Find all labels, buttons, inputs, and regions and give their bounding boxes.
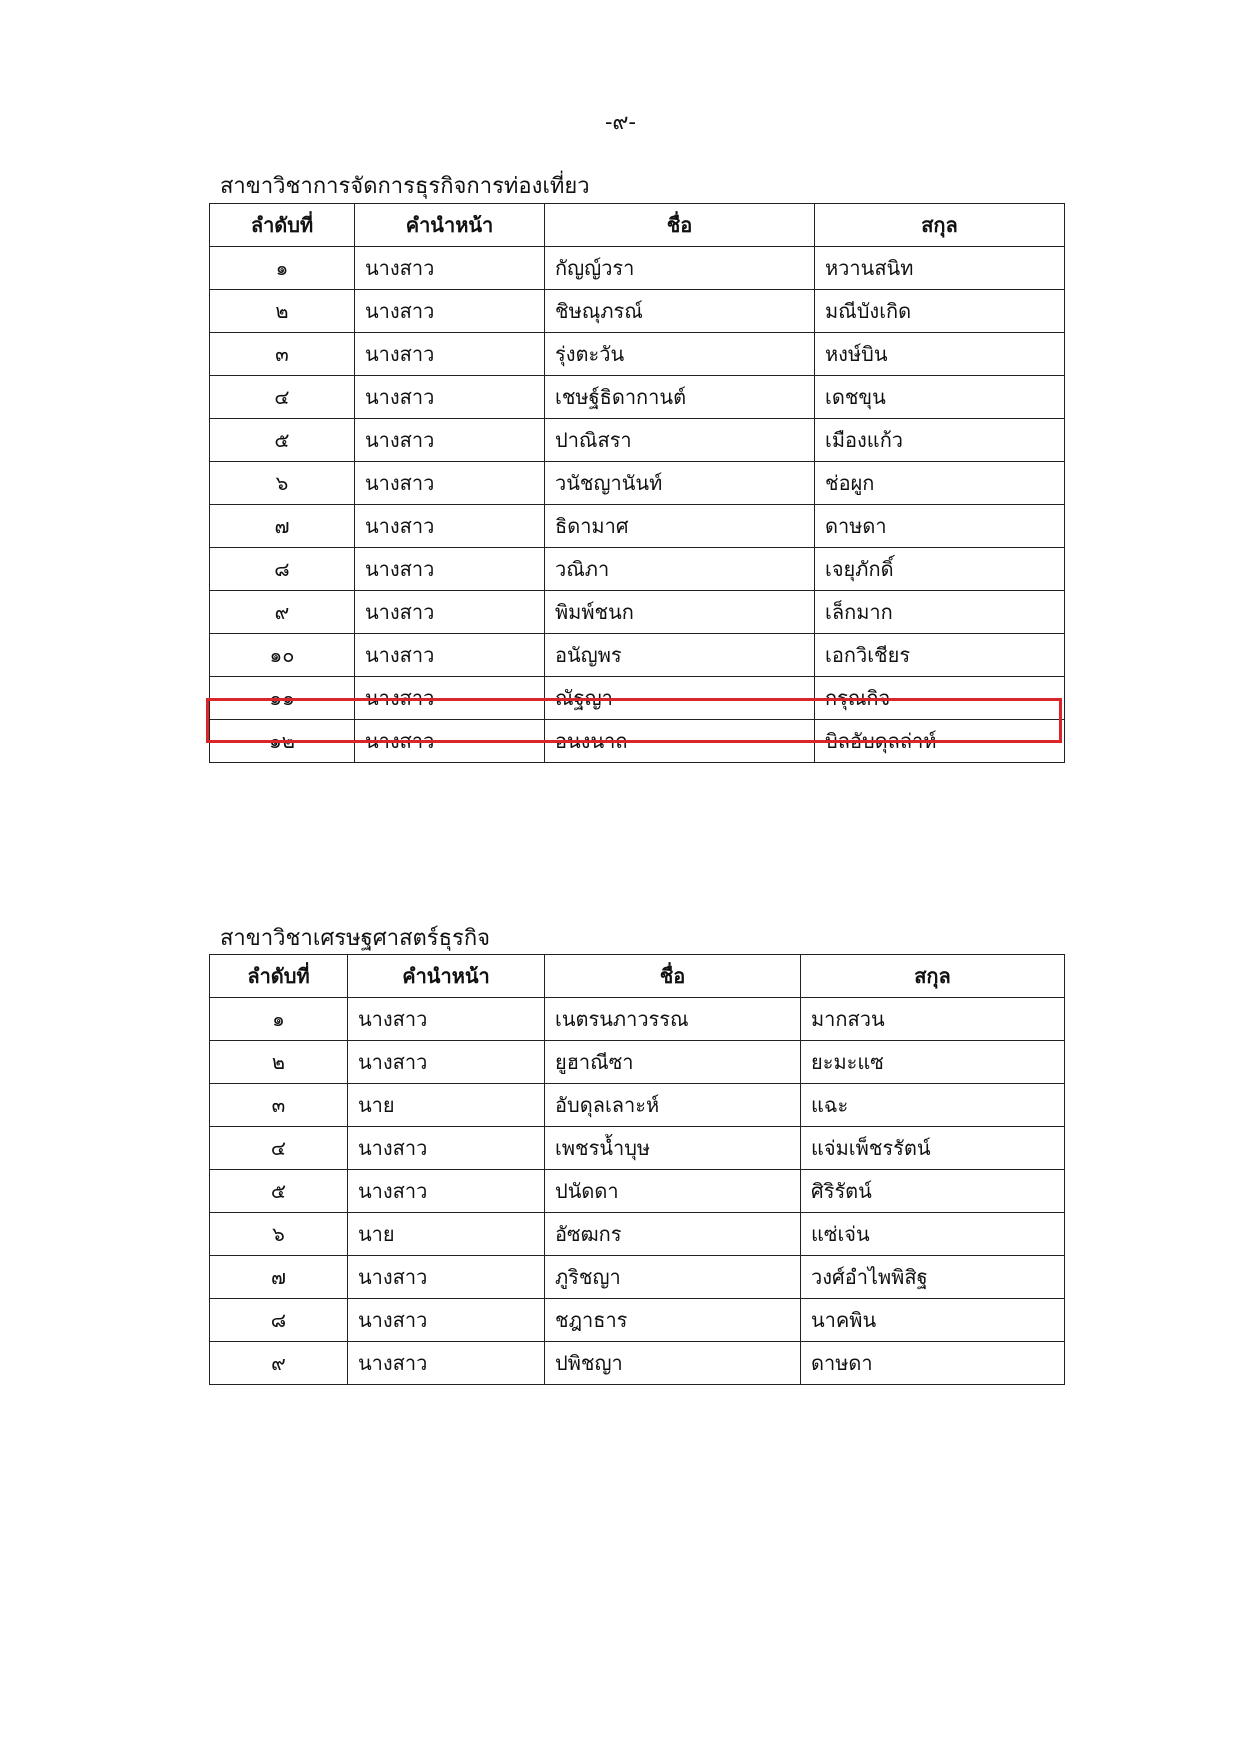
cell-title: นางสาว <box>348 1299 545 1342</box>
cell-first-name: ชิษณุภรณ์ <box>545 290 815 333</box>
table-row <box>210 1127 1065 1170</box>
header-last-name: สกุล <box>815 204 1065 247</box>
cell-order: ๑ <box>210 247 355 290</box>
cell-order: ๕ <box>210 1170 348 1213</box>
cell-first-name: ปพิชญา <box>545 1342 801 1385</box>
cell-order: ๘ <box>210 1299 348 1342</box>
table-row <box>210 376 1065 419</box>
cell-first-name: วนัชญานันท์ <box>545 462 815 505</box>
cell-title: นางสาว <box>355 247 545 290</box>
cell-first-name: ยูฮาณีซา <box>545 1041 801 1084</box>
table-row <box>210 1256 1065 1299</box>
cell-first-name: ธิดามาศ <box>545 505 815 548</box>
cell-first-name: อนัญพร <box>545 634 815 677</box>
cell-last-name: กรุณกิจ <box>815 677 1065 720</box>
table-header-row <box>210 955 1065 998</box>
cell-last-name: แฉะ <box>801 1084 1065 1127</box>
table-row <box>210 548 1065 591</box>
cell-title: นาย <box>348 1084 545 1127</box>
cell-order: ๗ <box>210 505 355 548</box>
table-row <box>210 462 1065 505</box>
table-row <box>210 1041 1065 1084</box>
cell-title: นางสาว <box>348 1041 545 1084</box>
cell-first-name: เชษฐ์ธิดากานต์ <box>545 376 815 419</box>
cell-last-name: ศิริรัตน์ <box>801 1170 1065 1213</box>
table-body <box>210 998 1065 1385</box>
cell-title: นางสาว <box>355 290 545 333</box>
cell-first-name: กัญญ์วรา <box>545 247 815 290</box>
cell-title: นางสาว <box>355 720 545 763</box>
cell-order: ๓ <box>210 1084 348 1127</box>
cell-last-name: เอกวิเชียร <box>815 634 1065 677</box>
cell-title: นางสาว <box>355 505 545 548</box>
cell-first-name: ณัฐญา <box>545 677 815 720</box>
cell-first-name: ชฎาธาร <box>545 1299 801 1342</box>
cell-order: ๔ <box>210 1127 348 1170</box>
cell-title: นางสาว <box>355 462 545 505</box>
cell-order: ๙ <box>210 591 355 634</box>
header-order: ลำดับที่ <box>210 955 348 998</box>
cell-first-name: เพชรน้ำบุษ <box>545 1127 801 1170</box>
header-last-name: สกุล <box>801 955 1065 998</box>
cell-order: ๖ <box>210 1213 348 1256</box>
table-header-row <box>210 204 1065 247</box>
header-order: ลำดับที่ <box>210 204 355 247</box>
cell-order: ๖ <box>210 462 355 505</box>
cell-first-name: ภูริชญา <box>545 1256 801 1299</box>
section-title-business-economics: สาขาวิชาเศรษฐศาสตร์ธุรกิจ <box>220 926 491 951</box>
table-row <box>210 247 1065 290</box>
cell-last-name: แจ่มเพ็ชรรัตน์ <box>801 1127 1065 1170</box>
table-row <box>210 290 1065 333</box>
table-tourism-management <box>209 203 1065 763</box>
cell-order: ๑ <box>210 998 348 1041</box>
cell-last-name: วงศ์อำไพพิสิฐ <box>801 1256 1065 1299</box>
cell-title: นางสาว <box>355 591 545 634</box>
cell-first-name: อับดุลเลาะห์ <box>545 1084 801 1127</box>
table-row <box>210 591 1065 634</box>
cell-order: ๑๑ <box>210 677 355 720</box>
cell-order: ๗ <box>210 1256 348 1299</box>
cell-last-name: บิลอับดุลล่าห์ <box>815 720 1065 763</box>
table-row <box>210 720 1065 763</box>
cell-title: นางสาว <box>348 1170 545 1213</box>
cell-last-name: มณีบังเกิด <box>815 290 1065 333</box>
cell-first-name: อัซฒกร <box>545 1213 801 1256</box>
cell-order: ๓ <box>210 333 355 376</box>
cell-title: นางสาว <box>355 548 545 591</box>
cell-last-name: มากสวน <box>801 998 1065 1041</box>
cell-first-name: ปนัดดา <box>545 1170 801 1213</box>
cell-last-name: หวานสนิท <box>815 247 1065 290</box>
header-first-name: ชื่อ <box>545 955 801 998</box>
table-business-economics <box>209 954 1065 1385</box>
cell-title: นางสาว <box>348 1342 545 1385</box>
cell-title: นางสาว <box>355 677 545 720</box>
table-row <box>210 419 1065 462</box>
header-first-name: ชื่อ <box>545 204 815 247</box>
table-row <box>210 677 1065 720</box>
cell-last-name: แซ่เจ่น <box>801 1213 1065 1256</box>
page-number: -๙- <box>605 110 636 135</box>
cell-title: นางสาว <box>355 376 545 419</box>
header-title: คำนำหน้า <box>355 204 545 247</box>
table-row <box>210 1084 1065 1127</box>
table-body <box>210 247 1065 763</box>
cell-title: นางสาว <box>348 998 545 1041</box>
section-title-tourism-management: สาขาวิชาการจัดการธุรกิจการท่องเที่ยว <box>220 174 590 199</box>
cell-first-name: พิมพ์ชนก <box>545 591 815 634</box>
header-title: คำนำหน้า <box>348 955 545 998</box>
cell-order: ๔ <box>210 376 355 419</box>
cell-last-name: ช่อผูก <box>815 462 1065 505</box>
cell-last-name: ยะมะแซ <box>801 1041 1065 1084</box>
cell-last-name: เล็กมาก <box>815 591 1065 634</box>
table-row <box>210 505 1065 548</box>
cell-order: ๙ <box>210 1342 348 1385</box>
cell-order: ๕ <box>210 419 355 462</box>
cell-first-name: อนงนาถ <box>545 720 815 763</box>
table-row <box>210 1342 1065 1385</box>
cell-last-name: เมืองแก้ว <box>815 419 1065 462</box>
cell-last-name: หงษ์บิน <box>815 333 1065 376</box>
cell-first-name: รุ่งตะวัน <box>545 333 815 376</box>
cell-order: ๒ <box>210 290 355 333</box>
cell-title: นางสาว <box>355 634 545 677</box>
cell-last-name: เดชขุน <box>815 376 1065 419</box>
cell-last-name: ดาษดา <box>801 1342 1065 1385</box>
cell-order: ๑๒ <box>210 720 355 763</box>
cell-last-name: เจยุภักดิ์ <box>815 548 1065 591</box>
cell-first-name: ปาณิสรา <box>545 419 815 462</box>
table-row <box>210 1213 1065 1256</box>
cell-title: นางสาว <box>355 419 545 462</box>
cell-first-name: เนตรนภาวรรณ <box>545 998 801 1041</box>
cell-title: นางสาว <box>348 1256 545 1299</box>
table-row <box>210 998 1065 1041</box>
table-row <box>210 634 1065 677</box>
cell-order: ๒ <box>210 1041 348 1084</box>
cell-first-name: วณิภา <box>545 548 815 591</box>
cell-last-name: นาคพิน <box>801 1299 1065 1342</box>
table-row <box>210 1170 1065 1213</box>
cell-title: นางสาว <box>355 333 545 376</box>
table-row <box>210 333 1065 376</box>
table-row <box>210 1299 1065 1342</box>
cell-title: นางสาว <box>348 1127 545 1170</box>
cell-last-name: ดาษดา <box>815 505 1065 548</box>
cell-title: นาย <box>348 1213 545 1256</box>
cell-order: ๑๐ <box>210 634 355 677</box>
cell-order: ๘ <box>210 548 355 591</box>
